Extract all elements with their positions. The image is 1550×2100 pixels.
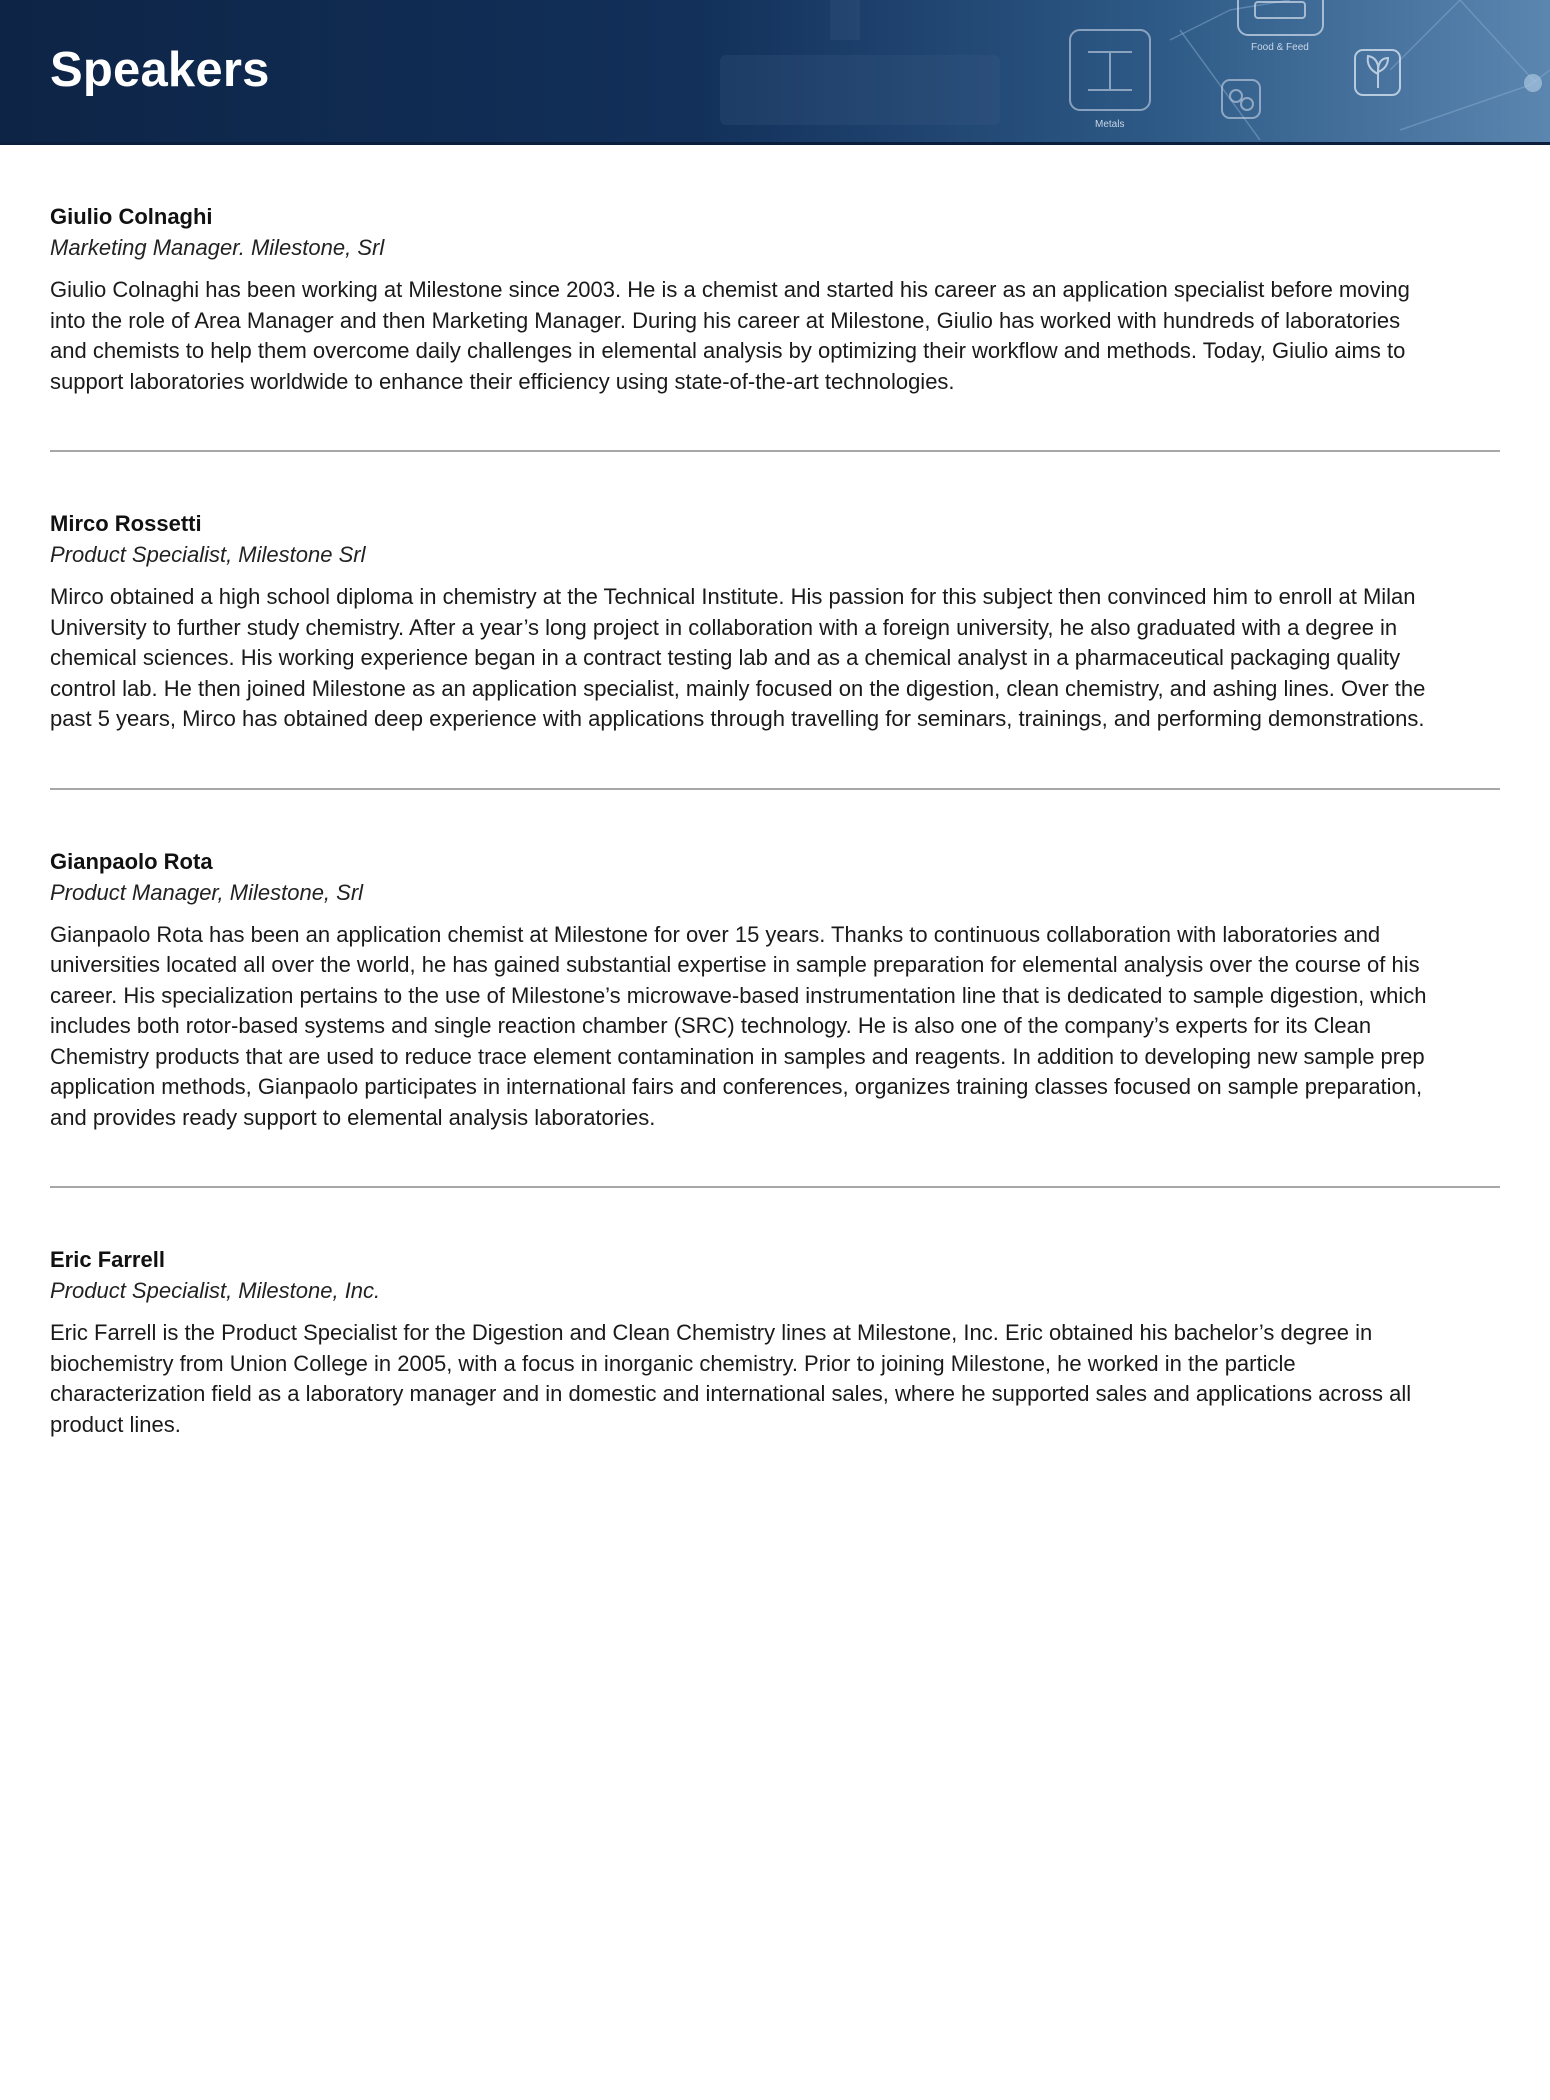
food-feed-label: Food & Feed xyxy=(1251,42,1309,53)
speaker-bio: Mirco obtained a high school diploma in chemistry at the Technical Institute. His passion for this subject then convinced him to enroll at Milan University to further study chemistry. After a year’s long project in collaboration with a foreign university, he also graduated with a degree in chemical sciences. His working experience began in a contract testing lab and as a chemical analyst in a pharmaceutical packaging quality control lab. He then joined Milestone as an application specialist, mainly focused on the digestion, clean chemistry, and ashing lines. Over the past 5 years, Mirco has obtained deep experience with applications through travelling for seminars, trainings, and performing demonstrations. xyxy=(50,584,1426,731)
metals-label: Metals xyxy=(1095,119,1125,130)
speaker-entry xyxy=(50,452,1500,735)
speakers-list xyxy=(50,145,1500,1440)
speaker-name: Eric Farrell xyxy=(50,1247,165,1272)
food-feed-icon xyxy=(1238,0,1323,35)
page-title: Speakers xyxy=(50,43,270,97)
speaker-entry xyxy=(50,1188,1500,1440)
speaker-name: Mirco Rossetti xyxy=(50,511,202,536)
speaker-title: Product Specialist, Milestone Srl xyxy=(50,542,366,567)
metals-icon xyxy=(1070,30,1150,110)
speaker-name: Giulio Colnaghi xyxy=(50,204,213,229)
speaker-name: Gianpaolo Rota xyxy=(50,848,213,874)
speaker-entry xyxy=(50,145,1500,397)
speaker-title: Product Manager, Milestone, Srl xyxy=(50,879,364,905)
pills-icon xyxy=(1222,80,1260,118)
speaker-bio: Giulio Colnaghi has been working at Milestone since 2003. He is a chemist and started his career as an application specialist before moving into the role of Area Manager and then Marketing Manager. During his career at Milestone, Giulio has worked with hundreds of laboratories and chemists to help them overcome daily challenges in elemental analysis by optimizing their workflow and methods. Today, Giulio aims to support laboratories worldwide to enhance their efficiency using state-of-the-art technologies. xyxy=(50,277,1410,394)
network-node-icon xyxy=(1524,74,1542,92)
speaker-bio: Gianpaolo Rota has been an application chemist at Milestone for over 15 years. Thanks to continuous collaboration with laboratories and universities located all over the world, he has gained substantial expertise in sample preparation for elemental analysis over the course of his career. His specialization pertains to the use of Milestone’s microwave-based instrumentation line that is dedicated to sample digestion, which includes both rotor-based systems and single reaction chamber (SRC) technology. He is also one of the company’s experts for its Clean Chemistry products that are used to reduce trace element contamination in samples and reagents. In addition to developing new sample prep application methods, Gianpaolo participates in international fairs and conferences, organizes training classes focused on sample preparation, and provides ready support to elemental analysis laboratories. xyxy=(50,921,1427,1130)
page-header xyxy=(0,0,1550,145)
speaker-title: Product Specialist, Milestone, Inc. xyxy=(50,1278,381,1303)
speaker-bio: Eric Farrell is the Product Specialist for the Digestion and Clean Chemistry lines at Milestone, Inc. Eric obtained his bachelor’s degree in biochemistry from Union College in 2005, with a focus in inorganic chemistry. Prior to joining Milestone, he worked in the particle characterization field as a laboratory manager and in domestic and international sales, where he supported sales and applications across all product lines. xyxy=(50,1320,1412,1437)
speaker-title: Marketing Manager. Milestone, Srl xyxy=(50,235,385,260)
lab-equipment-shape xyxy=(720,0,1000,125)
speaker-entry xyxy=(50,790,1500,1134)
leaf-icon xyxy=(1355,50,1400,95)
